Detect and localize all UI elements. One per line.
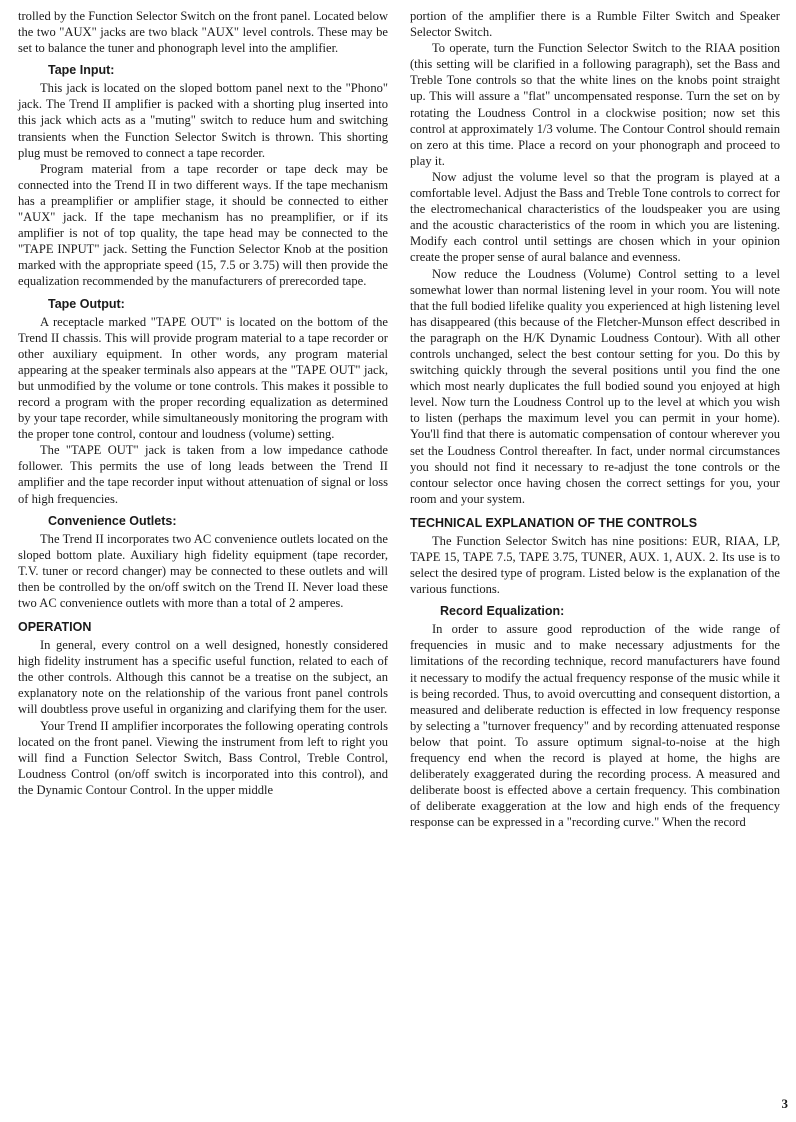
paragraph-intro: trolled by the Function Selector Switch on the front panel. Located below the two "AUX" jacks are two black "AUX" level controls. These may be set to balance the tuner and phonograph level into the amplifier. [18, 9, 388, 56]
paragraph-operation-1: In general, every control on a well designed, honestly considered high fidelity instrument has a specific useful function, related to each of the other controls. Although this cannot be a treatise on the subject, an explanatory note on the relationship of the various front panel controls will doubtless prove useful in organizing and clarifying them for the user. [18, 638, 388, 717]
left-column [18, 8, 388, 1098]
page-number: 3 [781, 1096, 788, 1111]
paragraph-tape-input-2: Program material from a tape recorder or tape deck may be connected into the Trend II in two different ways. If the tape mechanism has a preamplifier or amplifier stage, it should be connected to either "AUX" jack. If the tape mechanism has no preamplifier, or if its amplifier is not of top quality, the tape head may be connected to the "TAPE INPUT" jack. Setting the Function Selector Knob at the position marked with the appropriate speed (15, 7.5 or 3.75) will then provide the equalization recommended by the manufacturers of prerecorded tape. [18, 161, 388, 289]
paragraph-tape-output-2: The "TAPE OUT" jack is taken from a low impedance cathode follower. This permits the use of long leads between the Trend II amplifier and the tape recorder input without attenuation of signal or loss of high frequencies. [18, 443, 388, 506]
paragraph-reduce-loudness: Now reduce the Loudness (Volume) Control setting to a level somewhat lower than normal listening level in your room. You will note that the full bodied lifelike quality you experienced at high listening level has disappeared (this because of the Fletcher-Munson effect described in the paragraph on the H/K Dynamic Loudness Contour). With all other controls unchanged, select the best contour setting for you. Do this by switching quickly through the several positions until you find the one which most nearly duplicates the full bodied sound you enjoyed at high level. Now turn the Loudness Control up to the level at which you wish to listen (perhaps the maximum level you can permit in your home). You'll find that there is automatic compensation of contour wherever you set the Loudness Control thereafter. In fact, under normal circumstances you should not find it necessary to re-adjust the tone controls or the contour selector once having chosen the correct settings for you, your room and your system. [410, 266, 780, 506]
paragraph-convenience-outlets: The Trend II incorporates two AC convenience outlets located on the sloped bottom plate. Auxiliary high fidelity equipment (tape recorder, T.V. tuner or record changer) may be connected to these outlets and will then be controlled by the on/off switch on the Trend II. Never load these two AC convenience outlets with more than a total of 2 amperes. [18, 531, 388, 610]
heading-convenience-outlets: Convenience Outlets: [48, 513, 177, 528]
paragraph-operation-2: Your Trend II amplifier incorporates the following operating controls located on the front panel. Viewing the instrument from left to right you will find a Function Selector Switch, Bass Control, Treble Control, Loudness Control (on/off switch is incorporated into this control), and the Dynamic Contour Control. In the upper middle [18, 718, 388, 797]
paragraph-tape-output-1: A receptacle marked "TAPE OUT" is located on the bottom of the Trend II chassis. This will provide program material to a tape recorder or other auxiliary equipment. In other words, any program material appearing at the speaker terminals also appears at the "TAPE OUT" jack, but unmodified by the volume or tone controls. This makes it possible to record a program with the proper recording equalization as determined by your tape recorder, while simultaneously monitoring the program with the proper tone control, contour and loudness (volume) setting. [18, 314, 388, 442]
paragraph-adjust-volume: Now adjust the volume level so that the program is played at a comfortable level. Adjust the Bass and Treble Tone controls to correct for the electromechanical characteristics of the loudspeaker you are using and the acoustic characteristics of the room in which you are listening. Modify each control until settings are chosen which in your opinion create the proper sense of aural balance and evenness. [410, 169, 780, 265]
heading-technical-explanation: TECHNICAL EXPLANATION OF THE CONTROLS [410, 515, 698, 530]
heading-tape-input: Tape Input: [48, 63, 115, 78]
heading-operation: OPERATION [18, 620, 92, 635]
right-column [410, 8, 780, 1098]
paragraph-function-selector: The Function Selector Switch has nine positions: EUR, RIAA, LP, TAPE 15, TAPE 7.5, TAPE 3.75, TUNER, AUX. 1, AUX. 2. Its use is to select the desired type of program. Listed below is the explanation of the various functions. [410, 533, 780, 597]
heading-record-equalization: Record Equalization: [440, 604, 565, 619]
paragraph-tape-input-1: This jack is located on the sloped bottom panel next to the "Phono" jack. The Trend II amplifier is packed with a shorting plug inserted into this jack which acts as a "muting" switch to reduce hum and switching transients when the Function Selector Switch is thrown. This shorting plug must be removed to connect a tape recorder. [18, 81, 388, 160]
paragraph-to-operate: To operate, turn the Function Selector Switch to the RIAA position (this setting will be clarified in a following paragraph), set the Bass and Treble Tone controls so that the white lines on the knobs point straight up. This will assure a "flat" uncompensated response. Turn the set on by rotating the Loudness Control in a clockwise position; now set this control at approximately 1/3 volume. The Contour Control should remain on zero at this time. Place a record on your phonograph and proceed to play it. [410, 41, 780, 168]
paragraph-record-equalization: In order to assure good reproduction of the wide range of frequencies in music and to make necessary adjustments for the limitations of the recording technique, record manufacturers have found it necessary to modify the actual frequency response of the music while it is being recorded. Thus, to avoid overcutting and consequent distortion, a measured and deliberate reduction is effected in low frequency response by selecting a "turnover frequency" and by recording attenuated response below that point. To assure optimum signal-to-noise at the high frequency end when the record is played at home, the highs are deliberately exaggerated during the recording process. A measured and deliberate boost is effected above a certain frequency. This combination of deliberate exaggeration at the low and high ends of the frequency response can be expressed in a "recording curve." When the record [410, 622, 780, 830]
heading-tape-output: Tape Output: [48, 296, 125, 311]
paragraph-continued: portion of the amplifier there is a Rumble Filter Switch and Speaker Selector Switch. [410, 9, 780, 40]
manual-page [18, 8, 780, 1098]
